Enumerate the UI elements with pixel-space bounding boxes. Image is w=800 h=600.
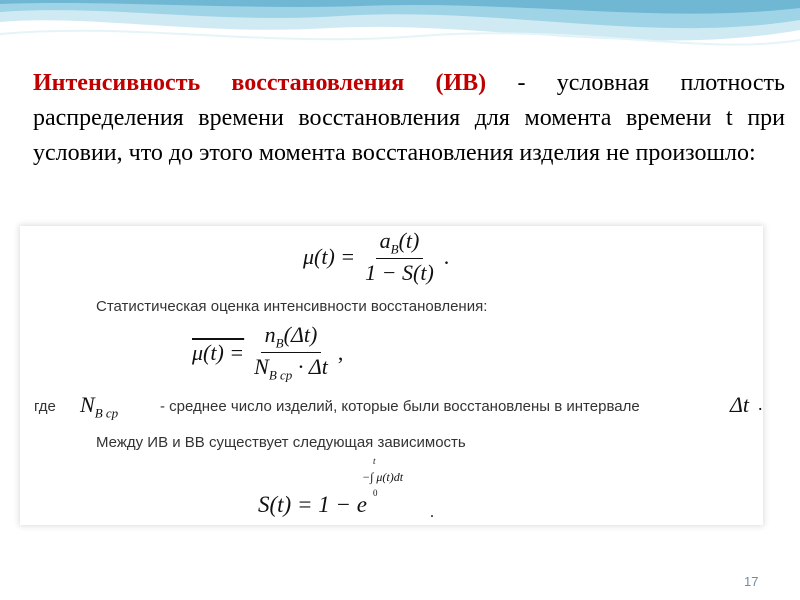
statistical-estimate-caption: Статистическая оценка интенсивности восстановления: <box>96 298 488 315</box>
relation-caption: Между ИВ и ВВ существует следующая зависимость <box>96 434 466 451</box>
where-end: . <box>758 394 763 414</box>
formula-mu: μ(t) = $\frac{a_B(t)}{1 - S(t)}$ . <box>303 228 450 286</box>
where-interval: Δt <box>730 392 750 417</box>
formula-mu-estimate-fraction: $\frac{n_B(\Delta t)}{N_{B ср} \cdot \Delta t}$ <box>254 322 328 383</box>
header-wave-decoration <box>0 0 800 70</box>
slide-number: 17 <box>744 574 759 589</box>
formula-s-lower-limit: 0 <box>373 488 378 498</box>
where-symbol: $N_{B ср}$ <box>80 392 119 421</box>
formula-mu-estimate: μ(t) = $\frac{n_B(\Delta t)}{N_{B ср} \cdot \Delta t}$ , <box>192 322 344 383</box>
formula-s-end: . <box>430 504 434 521</box>
formula-s-exponent: −∫ μ(t)dt <box>362 470 404 484</box>
definition-paragraph <box>33 66 785 171</box>
formula-s: S(t) = 1 − e <box>258 492 367 517</box>
where-description: - среднее число изделий, которые были восстановлены в интервале <box>160 398 640 415</box>
formula-mu-fraction: $\frac{a_B(t)}{1 - S(t)}$ <box>365 228 434 286</box>
where-label: где <box>34 398 56 415</box>
definition-text: - условная плотность распределения времени восстановления для момента времени t при условии, что до этого момента восстановления изделия не произошло: <box>33 70 785 166</box>
definition-term: Интенсивность восстановления (ИВ) <box>33 70 487 96</box>
formula-panel <box>20 226 763 525</box>
formula-s-upper-limit: t <box>373 456 376 466</box>
